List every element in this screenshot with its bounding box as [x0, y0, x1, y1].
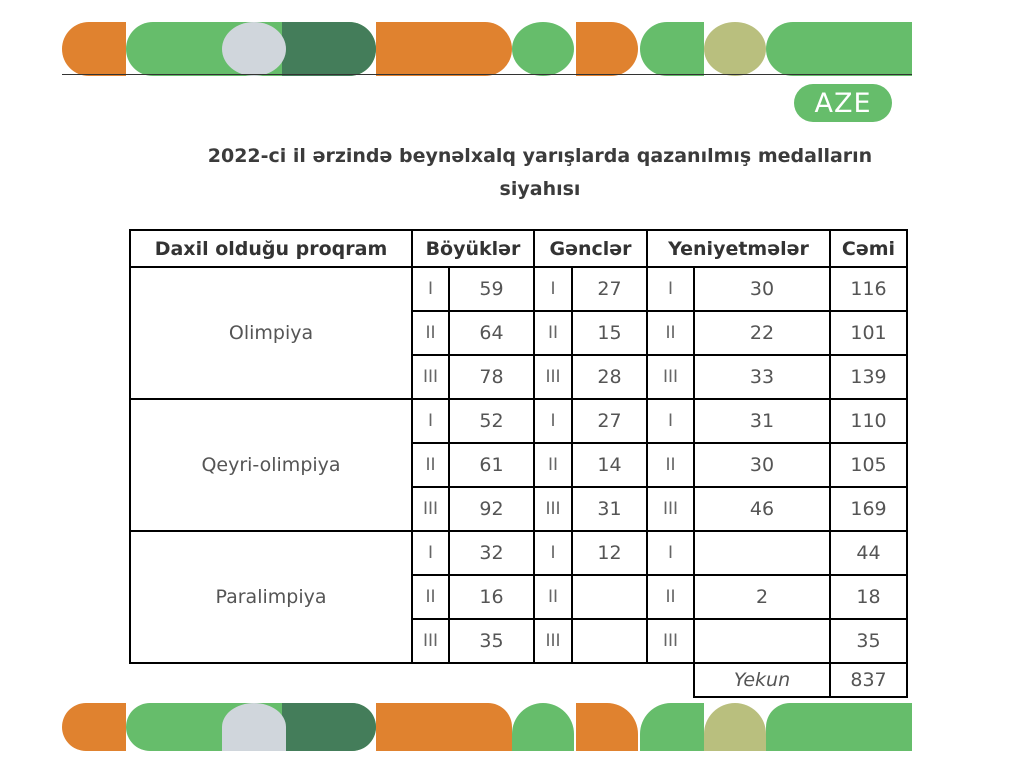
- adults-value: 59: [449, 267, 534, 311]
- youth-rank: II: [534, 311, 572, 355]
- title-line-2: siyahısı: [499, 178, 581, 200]
- adults-value: 64: [449, 311, 534, 355]
- total-value: 105: [830, 443, 907, 487]
- juniors-value: 2: [694, 575, 830, 619]
- youth-rank: III: [534, 487, 572, 531]
- juniors-rank: III: [647, 355, 694, 399]
- juniors-value: 31: [694, 399, 830, 443]
- band-shape: [640, 22, 704, 76]
- band-shape: [766, 22, 912, 76]
- band-shape: [766, 703, 912, 751]
- youth-rank: II: [534, 575, 572, 619]
- youth-rank: III: [534, 355, 572, 399]
- program-name: Paralimpiya: [130, 531, 412, 663]
- country-badge: AZE: [794, 84, 892, 122]
- band-shape: [62, 703, 126, 751]
- adults-value: 78: [449, 355, 534, 399]
- band-shape: [62, 22, 126, 76]
- juniors-value: 30: [694, 443, 830, 487]
- program-name: Olimpiya: [130, 267, 412, 399]
- band-shape: [576, 22, 638, 76]
- table-row: [130, 531, 907, 575]
- youth-value: 31: [572, 487, 647, 531]
- juniors-rank: II: [647, 311, 694, 355]
- band-shape: [376, 703, 512, 751]
- adults-rank: II: [412, 311, 449, 355]
- band-shape: [282, 703, 376, 751]
- youth-rank: III: [534, 619, 572, 663]
- juniors-rank: I: [647, 399, 694, 443]
- header-total: Cəmi: [830, 230, 907, 267]
- youth-value: 27: [572, 267, 647, 311]
- juniors-value: 33: [694, 355, 830, 399]
- total-row-spacer: [130, 663, 694, 697]
- adults-value: 92: [449, 487, 534, 531]
- youth-rank: I: [534, 267, 572, 311]
- adults-rank: I: [412, 531, 449, 575]
- band-shape: [704, 22, 766, 76]
- header-program: Daxil olduğu proqram: [130, 230, 412, 267]
- grand-total-value: 837: [830, 663, 907, 697]
- adults-value: 61: [449, 443, 534, 487]
- juniors-rank: III: [647, 487, 694, 531]
- juniors-value: [694, 619, 830, 663]
- band-shape: [376, 22, 512, 76]
- juniors-value: 22: [694, 311, 830, 355]
- program-name: Qeyri-olimpiya: [130, 399, 412, 531]
- youth-value: 15: [572, 311, 647, 355]
- youth-rank: II: [534, 443, 572, 487]
- adults-rank: II: [412, 575, 449, 619]
- youth-value: 12: [572, 531, 647, 575]
- total-value: 101: [830, 311, 907, 355]
- total-value: 169: [830, 487, 907, 531]
- band-shape: [512, 703, 574, 751]
- bottom-decorative-band: [62, 703, 912, 751]
- adults-rank: I: [412, 267, 449, 311]
- grand-total-label: Yekun: [694, 663, 830, 697]
- top-divider-line: [62, 74, 912, 75]
- table-header-row: [130, 230, 907, 267]
- medals-table: [129, 229, 908, 698]
- juniors-value: [694, 531, 830, 575]
- total-value: 110: [830, 399, 907, 443]
- youth-value: 27: [572, 399, 647, 443]
- total-value: 35: [830, 619, 907, 663]
- juniors-rank: I: [647, 267, 694, 311]
- page-title: [180, 140, 900, 206]
- juniors-value: 46: [694, 487, 830, 531]
- table-row: [130, 267, 907, 311]
- juniors-rank: I: [647, 531, 694, 575]
- juniors-rank: III: [647, 619, 694, 663]
- total-value: 18: [830, 575, 907, 619]
- total-value: 44: [830, 531, 907, 575]
- adults-rank: I: [412, 399, 449, 443]
- total-row: [130, 663, 907, 697]
- total-value: 139: [830, 355, 907, 399]
- juniors-value: 30: [694, 267, 830, 311]
- adults-rank: III: [412, 355, 449, 399]
- juniors-rank: II: [647, 575, 694, 619]
- youth-value: [572, 619, 647, 663]
- adults-value: 52: [449, 399, 534, 443]
- band-shape: [640, 703, 704, 751]
- band-shape: [222, 22, 286, 76]
- top-decorative-band: [62, 22, 912, 76]
- table-row: [130, 399, 907, 443]
- header-youth: Gənclər: [534, 230, 647, 267]
- adults-rank: II: [412, 443, 449, 487]
- band-shape: [282, 22, 376, 76]
- title-line-1: 2022-ci il ərzində beynəlxalq yarışlarda qazanılmış medalların: [207, 145, 873, 167]
- header-juniors: Yeniyetmələr: [647, 230, 830, 267]
- adults-value: 35: [449, 619, 534, 663]
- adults-rank: III: [412, 487, 449, 531]
- adults-value: 32: [449, 531, 534, 575]
- band-shape: [704, 703, 766, 751]
- youth-rank: I: [534, 399, 572, 443]
- juniors-rank: II: [647, 443, 694, 487]
- youth-rank: I: [534, 531, 572, 575]
- adults-value: 16: [449, 575, 534, 619]
- youth-value: [572, 575, 647, 619]
- band-shape: [576, 703, 638, 751]
- total-value: 116: [830, 267, 907, 311]
- band-shape: [222, 703, 286, 751]
- adults-rank: III: [412, 619, 449, 663]
- band-shape: [512, 22, 574, 76]
- youth-value: 14: [572, 443, 647, 487]
- youth-value: 28: [572, 355, 647, 399]
- header-adults: Böyüklər: [412, 230, 534, 267]
